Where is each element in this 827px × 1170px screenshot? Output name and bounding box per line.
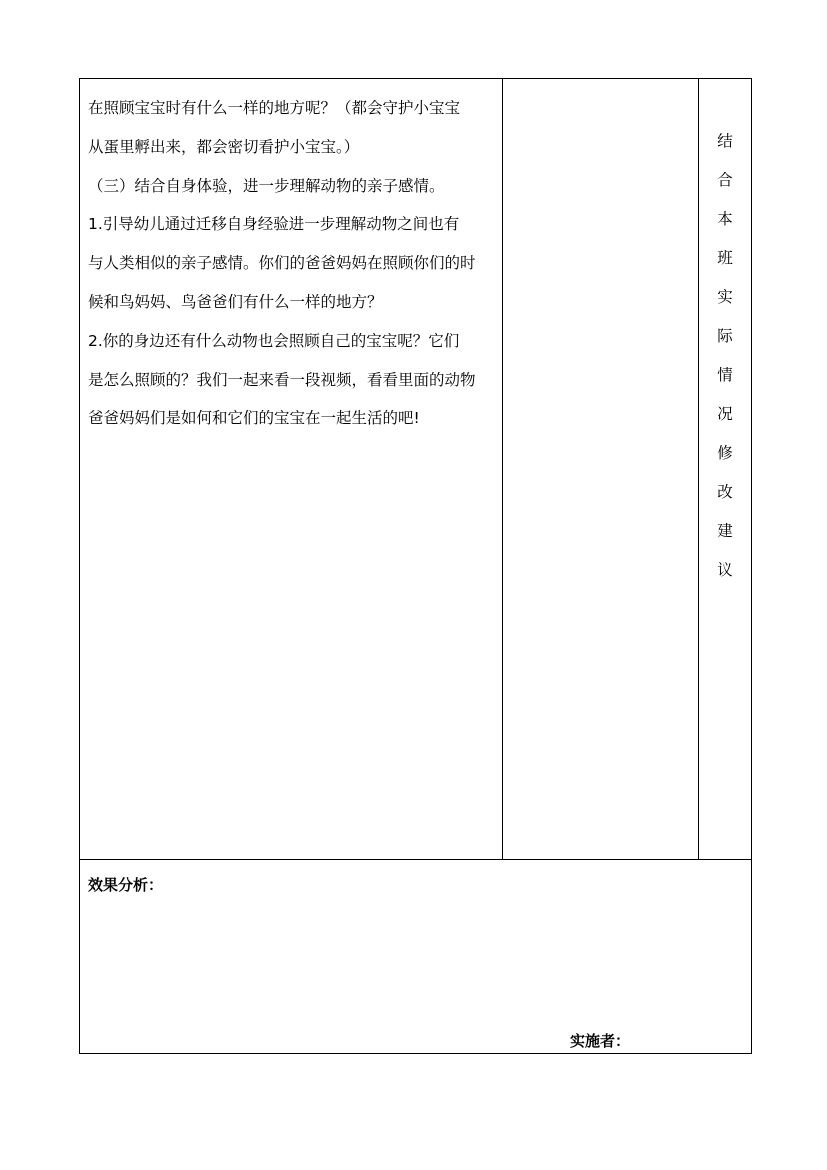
effect-analysis-label: 效果分析：: [88, 876, 164, 894]
lesson-line: 候和鸟妈妈、鸟爸爸们有什么一样的地方？: [88, 292, 383, 311]
empty-cell: [503, 79, 699, 859]
revision-note-vertical-text: [699, 122, 751, 590]
note-char: 本: [717, 210, 733, 228]
implementer-label: 实施者：: [570, 1032, 631, 1050]
lesson-line: （三）结合自身体验，进一步理解动物的亲子感情。: [88, 176, 445, 195]
lesson-line: 从蛋里孵出来，都会密切看护小宝宝。）: [88, 137, 360, 156]
note-char: 班: [717, 249, 733, 267]
lesson-line: 在照顾宝宝时有什么一样的地方呢？（都会守护小宝宝: [88, 99, 461, 117]
note-char: 结: [717, 132, 733, 150]
lesson-line: 爸爸妈妈们是如何和它们的宝宝在一起生活的吧!: [88, 409, 420, 428]
revision-note-cell: [699, 79, 751, 859]
note-char: 际: [717, 327, 733, 345]
note-char: 情: [717, 366, 733, 384]
effect-analysis-row: [80, 860, 751, 1053]
lesson-content-cell: [80, 79, 503, 859]
lesson-line: 是怎么照顾的？我们一起来看一段视频，看看里面的动物: [88, 370, 476, 389]
lesson-plan-table: [79, 78, 752, 1054]
note-char: 修: [717, 444, 733, 462]
note-char: 改: [717, 483, 733, 501]
note-char: 实: [717, 288, 733, 306]
note-char: 况: [717, 405, 733, 423]
lesson-line: 与人类相似的亲子感情。你们的爸爸妈妈在照顾你们的时: [88, 254, 476, 273]
note-char: 议: [717, 561, 733, 579]
lesson-row: [80, 79, 751, 860]
lesson-line: 1.引导幼儿通过迁移自身经验进一步理解动物之间也有: [88, 215, 460, 234]
note-char: 建: [717, 522, 733, 540]
note-char: 合: [717, 171, 733, 189]
lesson-line: 2.你的身边还有什么动物也会照顾自己的宝宝呢？它们: [88, 331, 460, 350]
